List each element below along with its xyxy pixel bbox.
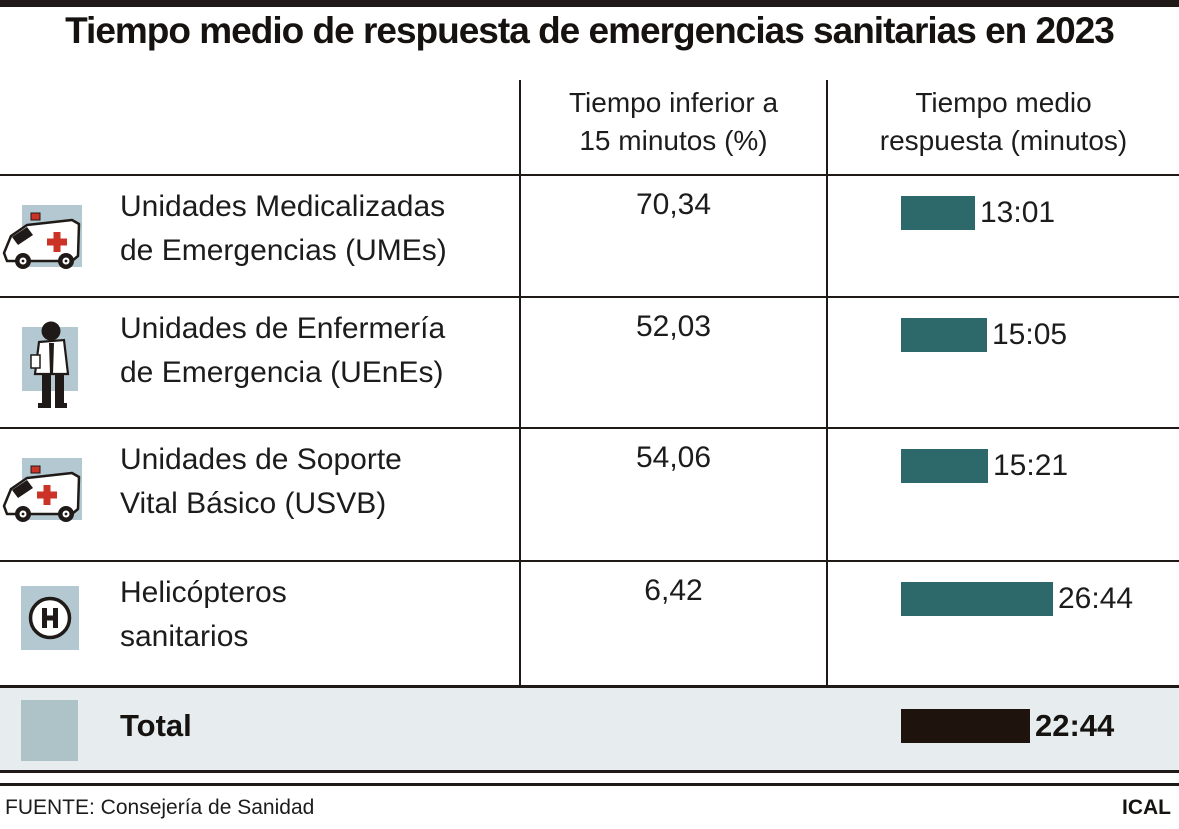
avg-time-value: 26:44	[1058, 582, 1134, 615]
pct-under-15-value: 52,03	[635, 310, 712, 343]
total-bar-group	[901, 708, 1114, 744]
avg-time-bar	[901, 449, 988, 483]
row-label-line: de Emergencias (UMEs)	[120, 234, 447, 267]
total-swatch	[21, 700, 78, 761]
column-header-line: Tiempo medio	[915, 87, 1092, 118]
row-label-line: Unidades de Enfermería	[120, 312, 446, 345]
row-label-line: Unidades de Soporte	[120, 443, 402, 476]
row-label-line: sanitarios	[120, 620, 249, 653]
row-label-line: Vital Básico (USVB)	[120, 487, 387, 520]
avg-time-value: 15:21	[993, 449, 1069, 482]
agency-credit: ICAL	[1122, 796, 1171, 819]
page-title: Tiempo medio de respuesta de emergencias sanitarias en 2023	[65, 10, 1114, 51]
row-label	[120, 438, 518, 526]
avg-time-value: 15:05	[992, 318, 1068, 351]
table-row	[0, 428, 1179, 560]
column-header-line: 15 minutos (%)	[579, 125, 768, 156]
total-bar	[901, 709, 1030, 743]
avg-time-bar	[901, 196, 975, 230]
source-credit: FUENTE: Consejería de Sanidad	[5, 796, 315, 819]
column-header-line: Tiempo inferior a	[568, 87, 779, 118]
avg-time-bar-group	[901, 449, 1068, 483]
row-label-line: de Emergencia (UEnEs)	[120, 356, 444, 389]
total-bottom-rule	[0, 770, 1179, 773]
row-label-line: Helicópteros	[120, 576, 287, 609]
total-label: Total	[120, 708, 192, 743]
row-label	[120, 571, 518, 659]
avg-time-bar-group	[901, 196, 1055, 230]
row-label-line: Unidades Medicalizadas	[120, 190, 446, 223]
avg-time-bar	[901, 582, 1053, 616]
pct-under-15-value: 6,42	[644, 574, 703, 607]
total-row	[0, 688, 1179, 770]
footer-rule	[0, 783, 1179, 786]
total-time-value: 22:44	[1035, 708, 1115, 743]
table-row	[0, 561, 1179, 685]
avg-time-bar-group	[901, 318, 1067, 352]
avg-time-value: 13:01	[980, 196, 1056, 229]
row-label	[120, 185, 518, 273]
helipad-icon	[20, 583, 82, 653]
ambulance-icon	[0, 197, 110, 277]
avg-time-bar-group	[901, 582, 1133, 616]
column-header-line: respuesta (minutos)	[879, 125, 1128, 156]
table-row	[0, 175, 1179, 297]
nurse-icon	[8, 319, 98, 419]
top-rule	[0, 0, 1179, 7]
table-row	[0, 297, 1179, 428]
column-header-time	[828, 84, 1179, 160]
ambulance-icon	[0, 450, 110, 530]
row-label	[120, 307, 518, 395]
avg-time-bar	[901, 318, 987, 352]
pct-under-15-value: 70,34	[635, 188, 712, 221]
pct-under-15-value: 54,06	[635, 441, 712, 474]
column-header-pct	[521, 84, 826, 160]
